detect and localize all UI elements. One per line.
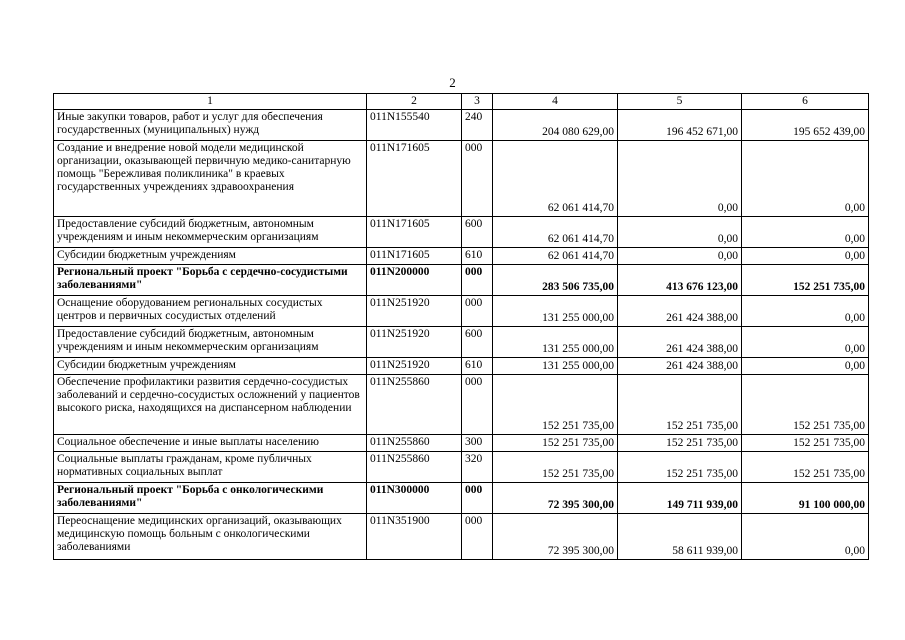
column-header: 6	[742, 94, 869, 110]
row-code: 011N171605	[367, 248, 462, 265]
row-value-col5: 149 711 939,00	[618, 483, 742, 514]
row-value-col4: 62 061 414,70	[493, 141, 618, 217]
row-code: 011N300000	[367, 483, 462, 514]
row-value-col5: 0,00	[618, 217, 742, 248]
row-value-col4: 152 251 735,00	[493, 375, 618, 435]
row-name: Создание и внедрение новой модели медицинской организации, оказывающей первичную медико-санитарную помощь "Бережливая поликлиника" в краевых государственных учреждениях здравоохранения	[54, 141, 367, 217]
row-type-code: 000	[462, 375, 493, 435]
row-code: 011N351900	[367, 514, 462, 560]
row-value-col4: 131 255 000,00	[493, 296, 618, 327]
budget-table	[53, 93, 869, 560]
row-type-code: 600	[462, 217, 493, 248]
row-type-code: 000	[462, 514, 493, 560]
row-name: Субсидии бюджетным учреждениям	[54, 358, 367, 375]
row-type-code: 000	[462, 265, 493, 296]
row-value-col6: 91 100 000,00	[742, 483, 869, 514]
row-name: Социальное обеспечение и иные выплаты населению	[54, 435, 367, 452]
row-value-col4: 62 061 414,70	[493, 248, 618, 265]
row-value-col5: 152 251 735,00	[618, 435, 742, 452]
row-value-col4: 131 255 000,00	[493, 327, 618, 358]
row-type-code: 320	[462, 452, 493, 483]
row-value-col4: 283 506 735,00	[493, 265, 618, 296]
row-value-col4: 152 251 735,00	[493, 435, 618, 452]
table-row	[54, 327, 869, 358]
column-header: 4	[493, 94, 618, 110]
table-row	[54, 248, 869, 265]
row-value-col6: 0,00	[742, 296, 869, 327]
row-code: 011N251920	[367, 327, 462, 358]
row-value-col5: 0,00	[618, 141, 742, 217]
table-row	[54, 435, 869, 452]
row-value-col4: 72 395 300,00	[493, 514, 618, 560]
column-header: 3	[462, 94, 493, 110]
column-header: 5	[618, 94, 742, 110]
row-code: 011N251920	[367, 296, 462, 327]
page-number: 2	[449, 75, 456, 90]
row-code: 011N200000	[367, 265, 462, 296]
row-value-col4: 62 061 414,70	[493, 217, 618, 248]
row-type-code: 240	[462, 110, 493, 141]
row-value-col6: 0,00	[742, 141, 869, 217]
row-value-col5: 152 251 735,00	[618, 452, 742, 483]
table-row	[54, 265, 869, 296]
row-value-col5: 152 251 735,00	[618, 375, 742, 435]
row-value-col5: 261 424 388,00	[618, 327, 742, 358]
row-value-col6: 0,00	[742, 248, 869, 265]
row-value-col6: 0,00	[742, 514, 869, 560]
table-row	[54, 483, 869, 514]
row-name: Предоставление субсидий бюджетным, автономным учреждениям и иным некоммерческим организациям	[54, 217, 367, 248]
row-value-col6: 0,00	[742, 327, 869, 358]
table-row	[54, 296, 869, 327]
table-row	[54, 141, 869, 217]
row-value-col5: 196 452 671,00	[618, 110, 742, 141]
row-name: Региональный проект "Борьба с онкологическими заболеваниями"	[54, 483, 367, 514]
row-code: 011N171605	[367, 141, 462, 217]
row-name: Региональный проект "Борьба с сердечно-сосудистыми заболеваниями"	[54, 265, 367, 296]
row-value-col5: 58 611 939,00	[618, 514, 742, 560]
row-name: Оснащение оборудованием региональных сосудистых центров и первичных сосудистых отделений	[54, 296, 367, 327]
row-value-col6: 152 251 735,00	[742, 265, 869, 296]
row-value-col5: 413 676 123,00	[618, 265, 742, 296]
table-row	[54, 217, 869, 248]
row-code: 011N251920	[367, 358, 462, 375]
row-name: Предоставление субсидий бюджетным, автономным учреждениям и иным некоммерческим организациям	[54, 327, 367, 358]
row-value-col6: 152 251 735,00	[742, 375, 869, 435]
row-value-col4: 152 251 735,00	[493, 452, 618, 483]
table-row	[54, 514, 869, 560]
row-name: Социальные выплаты гражданам, кроме публичных нормативных социальных выплат	[54, 452, 367, 483]
row-value-col4: 72 395 300,00	[493, 483, 618, 514]
table-row	[54, 375, 869, 435]
table-row	[54, 110, 869, 141]
row-name: Субсидии бюджетным учреждениям	[54, 248, 367, 265]
row-value-col5: 0,00	[618, 248, 742, 265]
row-value-col6: 0,00	[742, 217, 869, 248]
row-type-code: 000	[462, 296, 493, 327]
row-value-col6: 195 652 439,00	[742, 110, 869, 141]
row-name: Переоснащение медицинских организаций, оказывающих медицинскую помощь больным с онкологическими заболеваниями	[54, 514, 367, 560]
row-code: 011N155540	[367, 110, 462, 141]
row-name: Иные закупки товаров, работ и услуг для обеспечения государственных (муниципальных) нужд	[54, 110, 367, 141]
row-name: Обеспечение профилактики развития сердечно-сосудистых заболеваний и сердечно-сосудистых осложнений у пациентов высокого риска, находящихся на диспансерном наблюдении	[54, 375, 367, 435]
table-row	[54, 358, 869, 375]
row-type-code: 610	[462, 248, 493, 265]
column-header: 1	[54, 94, 367, 110]
row-value-col5: 261 424 388,00	[618, 296, 742, 327]
row-type-code: 000	[462, 141, 493, 217]
row-code: 011N255860	[367, 375, 462, 435]
table-row	[54, 452, 869, 483]
row-value-col6: 152 251 735,00	[742, 435, 869, 452]
table-header-row	[54, 94, 869, 110]
row-type-code: 000	[462, 483, 493, 514]
row-value-col6: 152 251 735,00	[742, 452, 869, 483]
row-type-code: 300	[462, 435, 493, 452]
row-type-code: 610	[462, 358, 493, 375]
row-value-col5: 261 424 388,00	[618, 358, 742, 375]
row-value-col4: 204 080 629,00	[493, 110, 618, 141]
row-code: 011N171605	[367, 217, 462, 248]
row-code: 011N255860	[367, 452, 462, 483]
row-type-code: 600	[462, 327, 493, 358]
row-code: 011N255860	[367, 435, 462, 452]
row-value-col6: 0,00	[742, 358, 869, 375]
row-value-col4: 131 255 000,00	[493, 358, 618, 375]
column-header: 2	[367, 94, 462, 110]
